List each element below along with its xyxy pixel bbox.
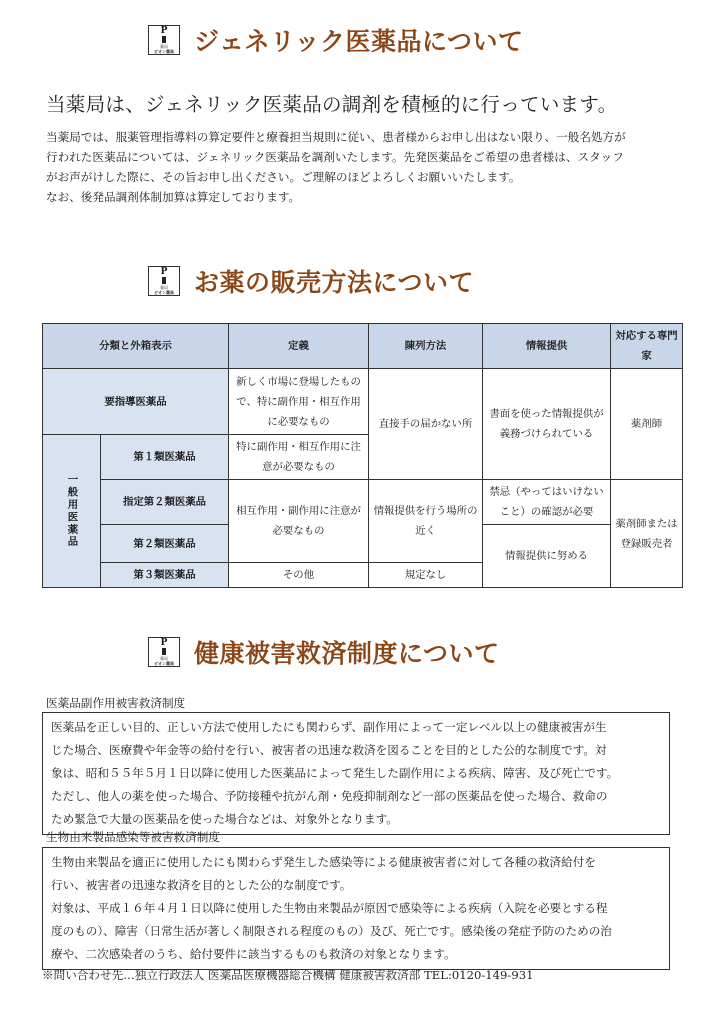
paragraph-line: 行われた医薬品については、ジェネリック医薬品を調剤いたします。先発医薬品をご希望の患者様は、スタッフ xyxy=(46,150,624,164)
box-line: 療や、二次感染者のうち、給付要件に該当するものも救済の対象となります。 xyxy=(51,947,456,961)
header-category: 分類と外箱表示 xyxy=(43,324,229,369)
header-info: 情報提供 xyxy=(483,324,611,369)
header-display: 陳列方法 xyxy=(369,324,483,369)
pharmacy-logo-icon: P 薬局 ピオン薬局 xyxy=(148,25,180,55)
box-line: じた場合、医療費や年金等の給付を行い、被害者の迅速な救済を図ることを目的とした公的な制度です。対 xyxy=(51,743,607,757)
header-expert: 対応する専門家 xyxy=(611,324,683,369)
section-title-relief: 健康被害救済制度について xyxy=(194,639,500,668)
box-line: 医薬品を正しい目的、正しい方法で使用したにも関わらず、副作用によって一定レベル以上の健康被害が生 xyxy=(51,720,607,734)
box-line: 象は、昭和５５年５月１日以降に使用した医薬品によって発生した副作用による疾病、障害、及び死亡です。 xyxy=(51,766,619,780)
section-title-sales: お薬の販売方法について xyxy=(194,268,475,297)
category-cell: 第２類医薬品 xyxy=(101,525,229,563)
section-sales-heading xyxy=(148,263,474,299)
expert-cell: 薬剤師または登録販売者 xyxy=(611,480,683,588)
category-cell: 要指導医薬品 xyxy=(43,369,229,435)
paragraph-line: 当薬局では、服薬管理指導料の算定要件と療養担当規則に従い、患者様からお申し出はない限り、一般名処方が xyxy=(46,130,626,144)
contact-footer: ※問い合わせ先…独立行政法人 医薬品医療機器総合機構 健康被害救済部 TEL:0120-149-931 xyxy=(42,968,534,982)
box-line: ため緊急で大量の医薬品を使った場合などは、対象外となります。 xyxy=(51,812,398,826)
pharmacy-logo-icon: P 薬局 ピオン薬局 xyxy=(148,266,180,296)
group-label-cell: 一般用医薬品 xyxy=(43,435,101,588)
block-label-side-effect: 医薬品副作用被害救済制度 xyxy=(46,696,186,710)
box-line: 生物由来製品を適正に使用したにも関わらず発生した感染等による健康被害者に対して各種の救済給付を xyxy=(51,855,596,869)
section-generic-heading xyxy=(148,22,524,58)
drug-sales-table xyxy=(42,323,683,588)
expert-cell: 薬剤師 xyxy=(611,369,683,480)
info-cell: 書面を使った情報提供が義務づけられている xyxy=(483,369,611,480)
bio-infection-relief-box xyxy=(42,847,670,970)
section-relief-heading xyxy=(148,634,500,670)
definition-cell: その他 xyxy=(229,563,369,588)
table-row xyxy=(43,369,683,435)
paragraph-line: なお、後発品調剤体制加算は算定しております。 xyxy=(46,190,301,204)
generic-paragraph xyxy=(46,127,696,207)
section-title-generic: ジェネリック医薬品について xyxy=(194,27,524,56)
display-cell: 直接手の届かない所 xyxy=(369,369,483,480)
definition-cell: 特に副作用・相互作用に注意が必要なもの xyxy=(229,435,369,480)
definition-cell: 新しく市場に登場したもので、特に副作用・相互作用に必要なもの xyxy=(229,369,369,435)
pharmacy-logo-icon: P 薬局 ピオン薬局 xyxy=(148,637,180,667)
generic-lead-text: 当薬局は、ジェネリック医薬品の調剤を積極的に行っています。 xyxy=(46,93,618,116)
display-cell: 規定なし xyxy=(369,563,483,588)
header-definition: 定義 xyxy=(229,324,369,369)
box-line: 行い、被害者の迅速な救済を目的とした公的な制度です。 xyxy=(51,878,352,892)
category-cell: 第３類医薬品 xyxy=(101,563,229,588)
definition-cell: 相互作用・副作用に注意が必要なもの xyxy=(229,480,369,563)
box-line: 度のもの）、障害（日常生活が著しく制限される程度のもの）及び、死亡です。感染後の発症予防のための治 xyxy=(51,924,612,938)
table-header-row xyxy=(43,324,683,369)
block-label-bio-infection: 生物由来製品感染等被害救済制度 xyxy=(46,830,220,844)
box-line: 対象は、平成１６年４月１日以降に使用した生物由来製品が原因で感染等による疾病（入院を必要とする程 xyxy=(51,901,608,915)
paragraph-line: がお声がけした際に、その旨お申し出ください。ご理解のほどよろしくお願いいたします。 xyxy=(46,170,521,184)
side-effect-relief-box xyxy=(42,712,670,835)
display-cell: 情報提供を行う場所の近く xyxy=(369,480,483,563)
category-cell: 第１類医薬品 xyxy=(101,435,229,480)
box-line: ただし、他人の薬を使った場合、予防接種や抗がん剤・免疫抑制剤など一部の医薬品を使った場合、救命の xyxy=(51,789,608,803)
info-cell: 禁忌（やってはいけないこと）の確認が必要 xyxy=(483,480,611,525)
category-cell: 指定第２類医薬品 xyxy=(101,480,229,525)
table-row xyxy=(43,480,683,525)
info-cell: 情報提供に努める xyxy=(483,525,611,588)
